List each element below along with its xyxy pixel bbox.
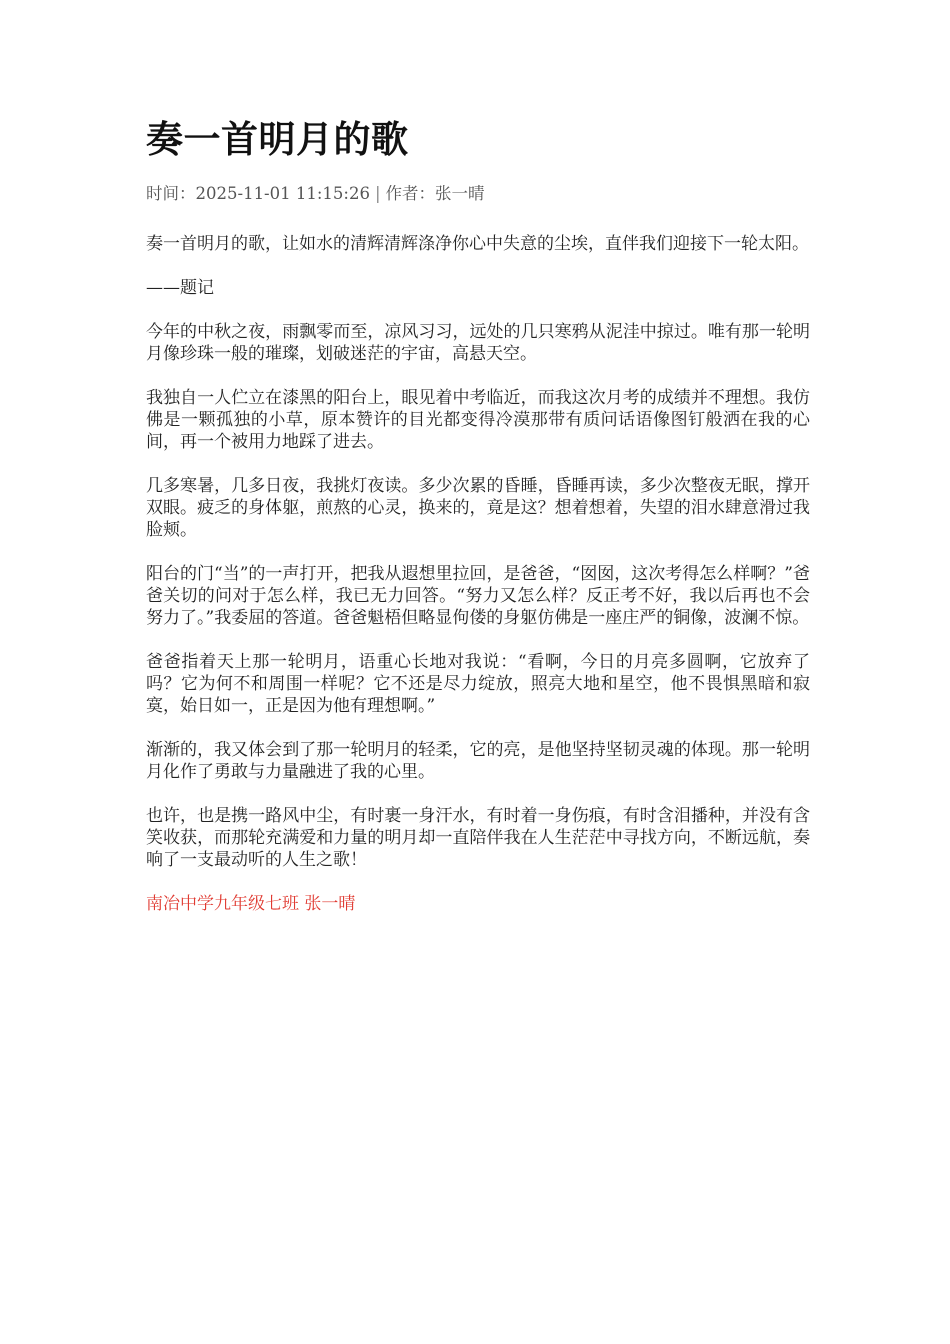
author-value: 张一晴 xyxy=(435,184,485,203)
article xyxy=(146,112,810,915)
paragraph-epigraph: ——题记 xyxy=(146,278,214,298)
paragraph: 今年的中秋之夜，雨飘零而至，凉风习习，远处的几只寒鸦从泥洼中掠过。唯有那一轮明月像珍珠一般的璀璨，划破迷茫的宇宙，高悬天空。 xyxy=(146,322,810,364)
paragraph: 也许，也是携一路风中尘，有时裹一身汗水，有时着一身伤痕，有时含泪播种，并没有含笑收获，而那轮充满爱和力量的明月却一直陪伴我在人生茫茫中寻找方向，不断远航，奏响了一支最动听的人生之歌！ xyxy=(146,806,810,870)
author-label: 作者： xyxy=(385,184,436,203)
author-signature: 南冶中学九年级七班 张一晴 xyxy=(146,894,356,914)
meta-separator: | xyxy=(374,184,381,203)
article-title: 奏一首明月的歌 xyxy=(146,118,409,161)
article-body xyxy=(146,233,810,915)
paragraph: 爸爸指着天上那一轮明月，语重心长地对我说：“看啊，今日的月亮多圆啊，它放弃了吗？它为何不和周围一样呢？它不还是尽力绽放，照亮大地和星空，他不畏惧黑暗和寂寞，始日如一，正是因为他有理想啊。” xyxy=(146,652,810,716)
paragraph: 渐渐的，我又体会到了那一轮明月的轻柔，它的亮，是他坚持坚韧灵魂的体现。那一轮明月化作了勇敢与力量融进了我的心里。 xyxy=(146,740,810,782)
paragraph-intro: 奏一首明月的歌，让如水的清辉清辉涤净你心中失意的尘埃，直伴我们迎接下一轮太阳。 xyxy=(146,234,809,254)
article-meta xyxy=(146,182,810,206)
paragraph: 阳台的门“当”的一声打开，把我从遐想里拉回，是爸爸，“囡囡，这次考得怎么样啊？”爸爸关切的问对于怎么样，我已无力回答。“努力又怎么样？反正考不好，我以后再也不会努力了。”我委屈的答道。爸爸魁梧但略显佝偻的身躯仿佛是一座庄严的铜像，波澜不惊。 xyxy=(146,564,810,628)
paragraph: 几多寒暑，几多日夜，我挑灯夜读。多少次累的昏睡，昏睡再读，多少次整夜无眠，撑开双眼。疲乏的身体躯，煎熬的心灵，换来的，竟是这？想着想着，失望的泪水肆意滑过我脸颊。 xyxy=(146,476,810,540)
time-value: 2025-11-01 11:15:26 xyxy=(195,184,370,203)
paragraph: 我独自一人伫立在漆黑的阳台上，眼见着中考临近，而我这次月考的成绩并不理想。我仿佛是一颗孤独的小草，原本赞许的目光都变得冷漠那带有质问话语像图钉般洒在我的心间，再一个被用力地踩了进去。 xyxy=(146,388,810,452)
time-label: 时间： xyxy=(146,184,196,203)
